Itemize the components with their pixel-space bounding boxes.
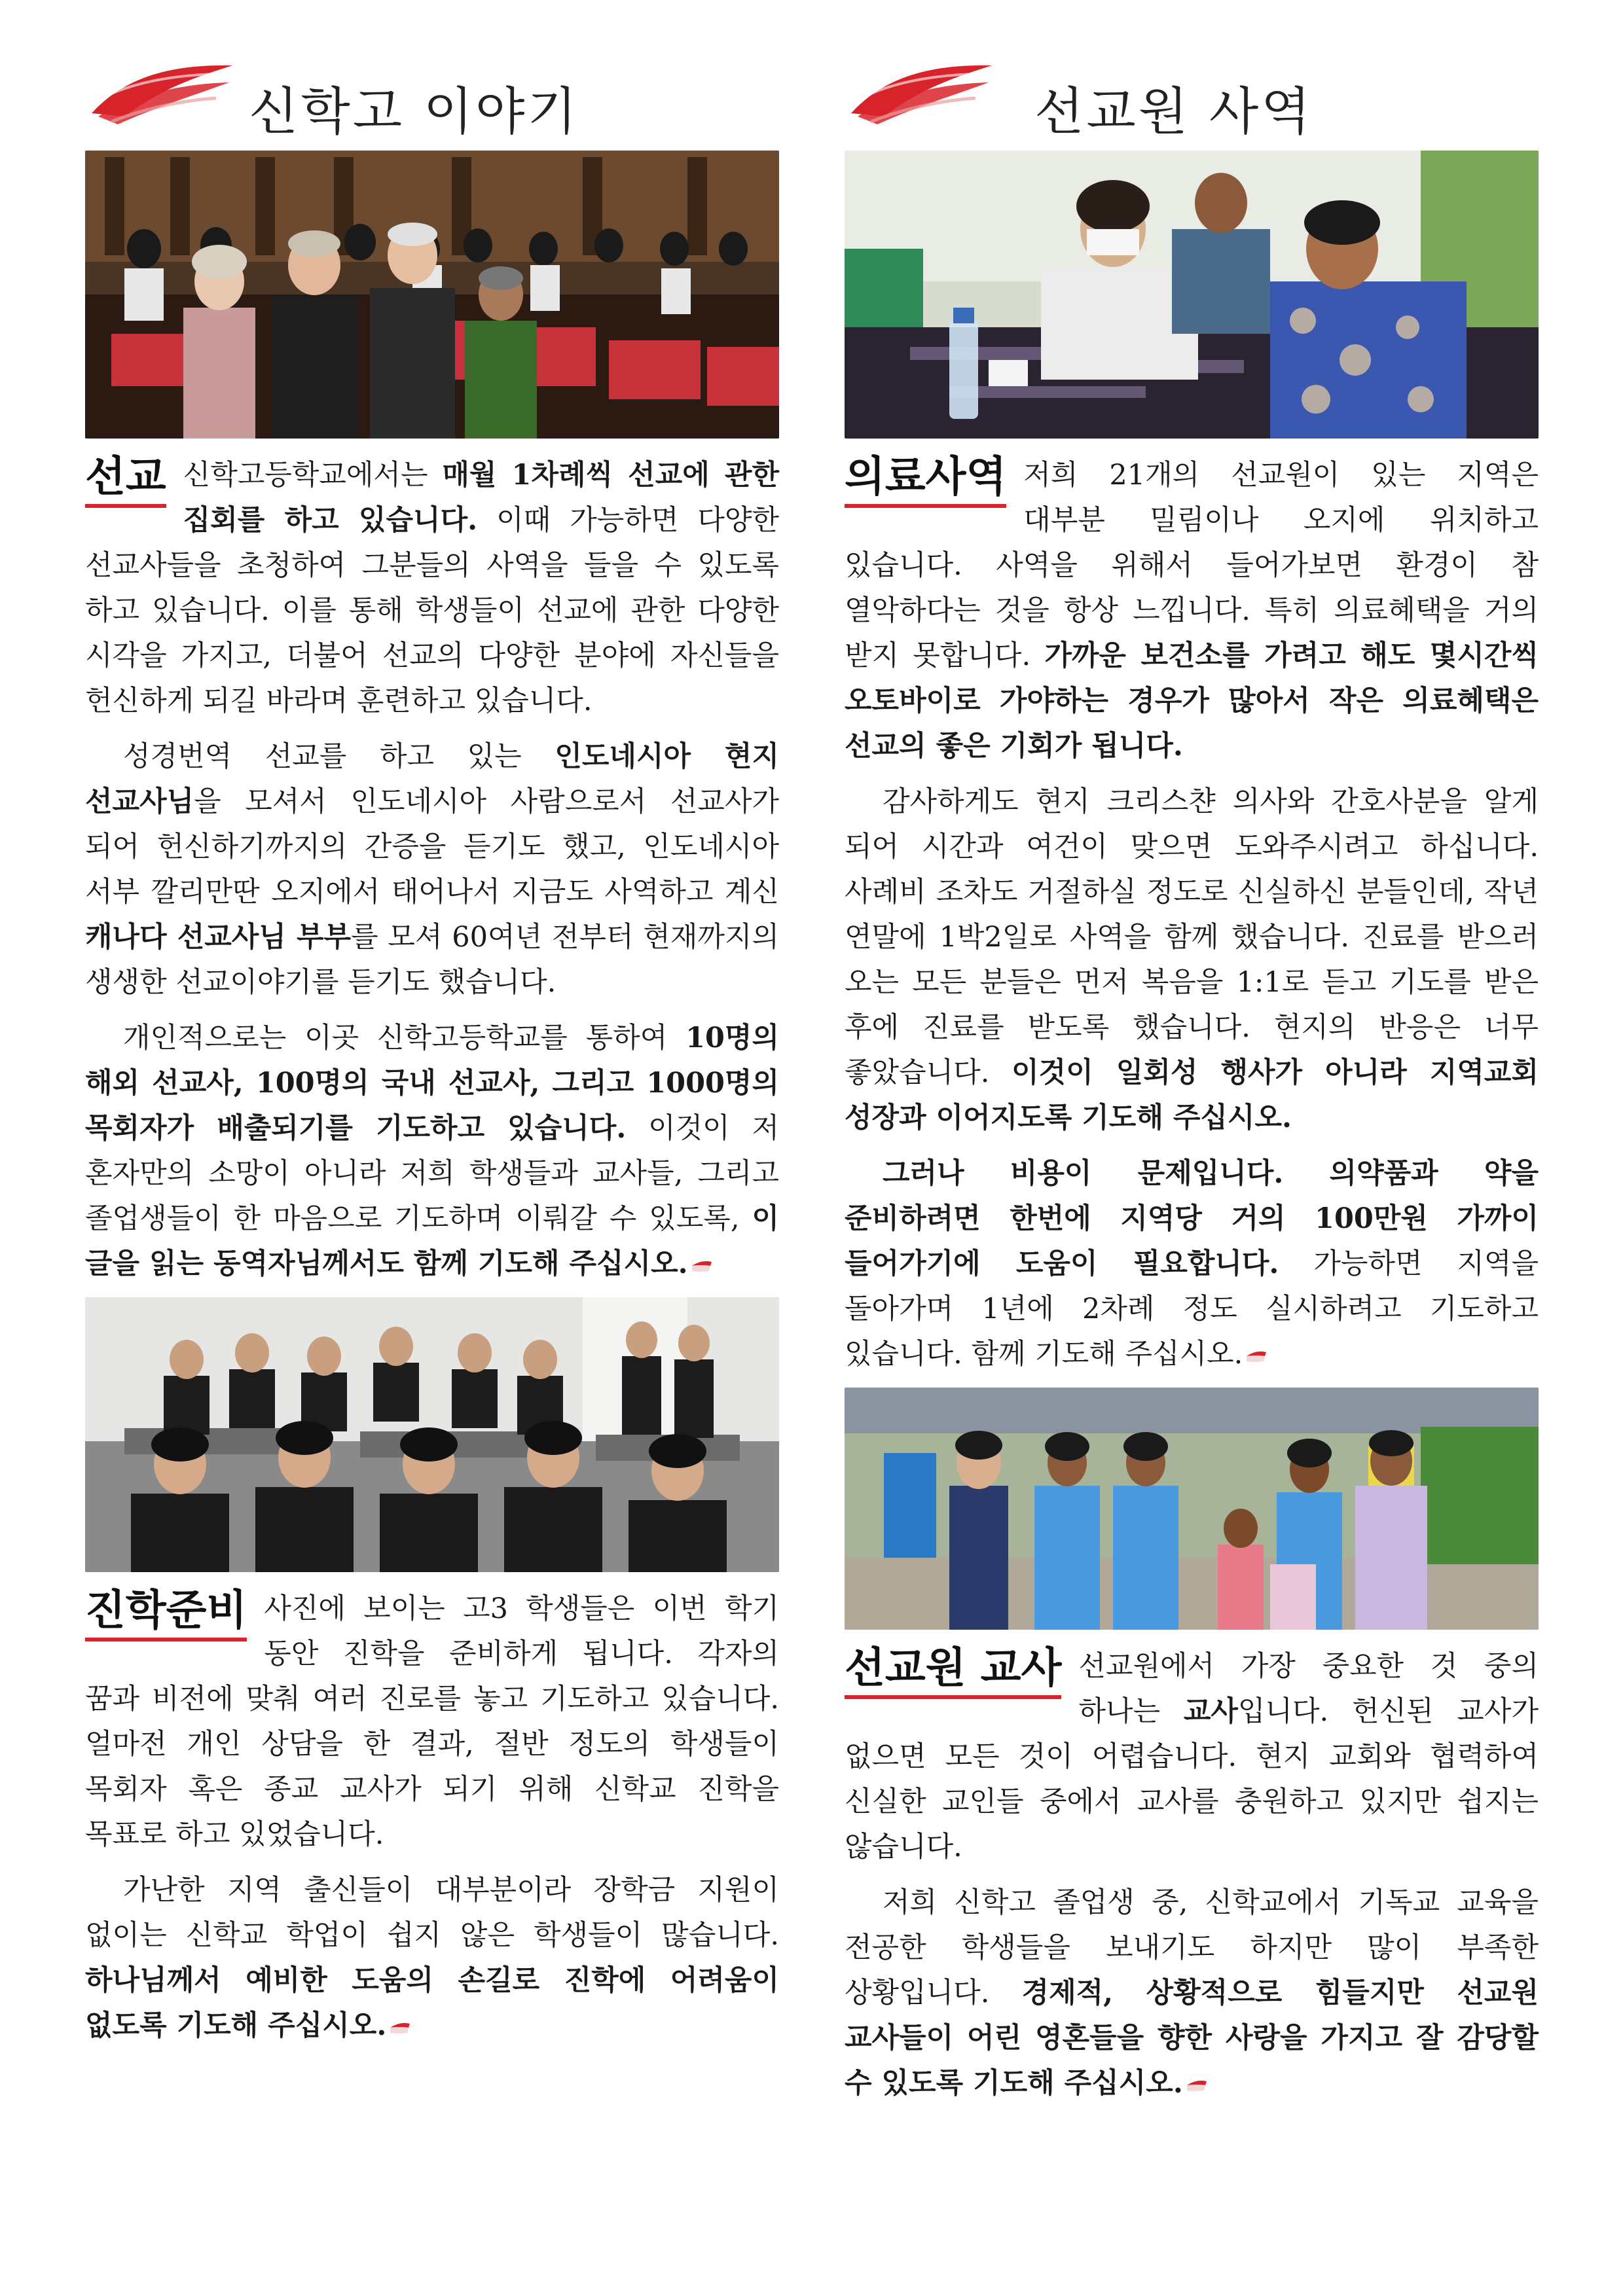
article-teachers — [845, 1644, 1539, 2106]
article-mission — [85, 453, 779, 1287]
left-column — [85, 0, 779, 2059]
photo-senior-students — [85, 1297, 779, 1572]
article-keyword: 선교원 교사 — [845, 1644, 1061, 1703]
red-brush-icon — [85, 51, 236, 130]
flag-icon — [1186, 2077, 1208, 2093]
paragraph: 저희 21개의 선교원이 있는 지역은 대부분 밀림이나 오지에 위치하고 있습니다. 사역을 위해서 들어가보면 환경이 참 열악하다는 것을 항상 느낍니다. 특히 의료혜택을 거의 받지 못합니다. 가까운 보건소를 가려고 해도 몇시간씩 오토바이로 가야하는 경우가 많아서 작은 의료혜택은 선교의 좋은 기회가 됩니다. — [845, 459, 1539, 762]
red-brush-icon — [845, 51, 995, 130]
section-title: 신학고 이야기 — [249, 82, 579, 141]
article-keyword: 진학준비 — [85, 1587, 247, 1645]
section-header — [85, 0, 779, 151]
photo-kindergarten-teachers — [845, 1388, 1539, 1630]
paragraph: 선교원에서 가장 중요한 것 중의 하나는 교사입니다. 헌신된 교사가 없으면 모든 것이 어렵습니다. 현지 교회와 협력하여 신실한 교인들 중에서 교사를 충원하고 있지만 쉽지는 않습니다. — [845, 1650, 1539, 1863]
paragraph: 신학고등학교에서는 매월 1차례씩 선교에 관한 집회를 하고 있습니다. 이때 가능하면 다양한 선교사들을 초청하여 그분들의 사역을 들을 수 있도록 하고 있습니다. 이를 통해 학생들이 선교에 관한 다양한 시각을 가지고, 더불어 선교의 다양한 분야에 자신들을 헌신하게 되길 바라며 훈련하고 있습니다. — [85, 459, 779, 717]
article-keyword: 의료사역 — [845, 453, 1006, 512]
section-title: 선교원 사역 — [1034, 82, 1313, 141]
photo-medical-ministry — [845, 151, 1539, 439]
section-header — [845, 0, 1539, 151]
paragraph: 성경번역 선교를 하고 있는 인도네시아 현지 선교사님을 모셔서 인도네시아 사람으로서 선교사가 되어 헌신하기까지의 간증을 듣기도 했고, 인도네시아 서부 깔리만딴 오지에서 태어나서 지금도 사역하고 계신 캐나다 선교사님 부부를 모셔 60여년 전부터 현재까지의 생생한 선교이야기를 듣기도 했습니다. — [85, 740, 779, 999]
article-medical — [845, 453, 1539, 1377]
paragraph: 사진에 보이는 고3 학생들은 이번 학기 동안 진학을 준비하게 됩니다. 각자의 꿈과 비전에 맞춰 여러 진로를 놓고 기도하고 있습니다. 얼마전 개인 상담을 한 결과, 절반 정도의 학생들이 목회자 혹은 종교 교사가 되기 위해 신학교 진학을 목표로 하고 있었습니다. — [85, 1592, 779, 1851]
paragraph: 개인적으로는 이곳 신학고등학교를 통하여 10명의 해외 선교사, 100명의 국내 선교사, 그리고 1000명의 목회자가 배출되기를 기도하고 있습니다. 이것이 저 혼자만의 소망이 아니라 저희 학생들과 교사들, 그리고 졸업생들이 한 마음으로 기도하며 이뤄갈 수 있도록, 이 글을 읽는 동역자님께서도 함께 기도해 주십시오. — [85, 1022, 779, 1280]
photo-chapel-assembly — [85, 151, 779, 439]
right-column — [845, 0, 1539, 2117]
flag-icon — [691, 1258, 713, 1274]
article-keyword: 선교 — [85, 453, 166, 512]
flag-icon — [389, 2020, 411, 2036]
flag-icon — [1245, 1348, 1267, 1364]
paragraph: 저희 신학고 졸업생 중, 신학교에서 기독교 교육을 전공한 학생들을 보내기도 하지만 많이 부족한 상황입니다. 경제적, 상황적으로 힘들지만 선교원 교사들이 어린 영혼들을 향한 사랑을 가지고 잘 감당할 수 있도록 기도해 주십시오. — [845, 1886, 1539, 2100]
paragraph: 그러나 비용이 문제입니다. 의약품과 약을 준비하려면 한번에 지역당 거의 100만원 가까이 들어가기에 도움이 필요합니다. 가능하면 지역을 돌아가며 1년에 2차례 정도 실시하려고 기도하고 있습니다. 함께 기도해 주십시오. — [845, 1157, 1539, 1371]
paragraph: 가난한 지역 출신들이 대부분이라 장학금 지원이 없이는 신학교 학업이 쉽지 않은 학생들이 많습니다. 하나님께서 예비한 도움의 손길로 진학에 어려움이 없도록 기도해 주십시오. — [85, 1874, 779, 2042]
paragraph: 감사하게도 현지 크리스챤 의사와 간호사분을 알게 되어 시간과 여건이 맞으면 도와주시려고 하십니다. 사례비 조차도 거절하실 정도로 신실하신 분들인데, 작년 연말에 1박2일로 사역을 함께 했습니다. 진료를 받으러 오는 모든 분들은 먼저 복음을 1:1로 듣고 기도를 받은 후에 진료를 받도록 했습니다. 현지의 반응은 너무 좋았습니다. 이것이 일회성 행사가 아니라 지역교회 성장과 이어지도록 기도해 주십시오. — [845, 785, 1539, 1134]
article-college-prep — [85, 1587, 779, 2049]
